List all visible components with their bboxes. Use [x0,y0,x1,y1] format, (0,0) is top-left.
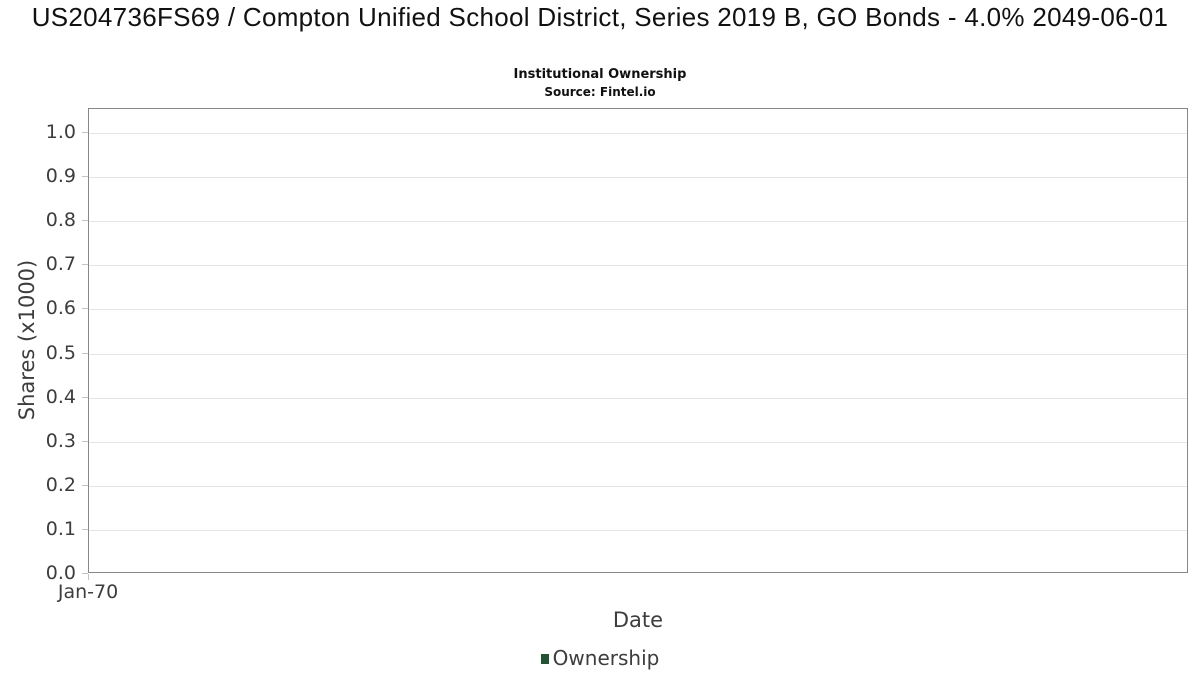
y-tick-mark [82,176,88,177]
y-axis-label: Shares (x1000) [15,259,39,421]
gridline [89,486,1187,487]
gridline [89,354,1187,355]
chart-subtitle: Institutional Ownership [513,67,687,82]
y-tick-mark [82,353,88,354]
y-tick-mark [82,308,88,309]
y-tick-mark [82,264,88,265]
gridline [89,177,1187,178]
y-tick-mark [82,529,88,530]
y-tick-label: 0.3 [45,429,76,452]
chart-title: US204736FS69 / Compton Unified School District, Series 2019 B, GO Bonds - 4.0% 2049-06-01 [31,2,1169,32]
plot-area [88,108,1188,573]
y-tick-mark [82,132,88,133]
y-tick-label: 0.0 [45,562,76,584]
y-tick-label: 1.0 [45,121,76,143]
y-tick-label: 0.8 [45,209,76,232]
y-tick-label: 0.7 [45,253,76,276]
x-axis-label: Date [612,608,664,632]
legend-label: Ownership [552,646,660,670]
legend-item-ownership[interactable] [0,646,1200,670]
y-tick-label: 0.6 [45,297,76,320]
gridline [89,133,1187,134]
x-tick-label: Jan-70 [57,581,119,603]
y-tick-label: 0.2 [45,473,76,496]
x-tick-mark [88,574,89,580]
y-tick-mark [82,397,88,398]
y-tick-label: 0.9 [45,165,76,188]
y-tick-label: 0.5 [45,341,76,364]
gridline [89,265,1187,266]
y-tick-mark [82,441,88,442]
y-tick-label: 0.1 [45,517,76,540]
y-tick-mark [82,485,88,486]
y-tick-mark [82,220,88,221]
gridline [89,530,1187,531]
y-tick-label: 0.4 [45,385,76,408]
gridline [89,442,1187,443]
gridline [89,309,1187,310]
gridline [89,221,1187,222]
gridline [89,398,1187,399]
ownership-series-swatch-icon [541,654,549,664]
chart-source-credit: Source: Fintel.io [544,85,656,99]
